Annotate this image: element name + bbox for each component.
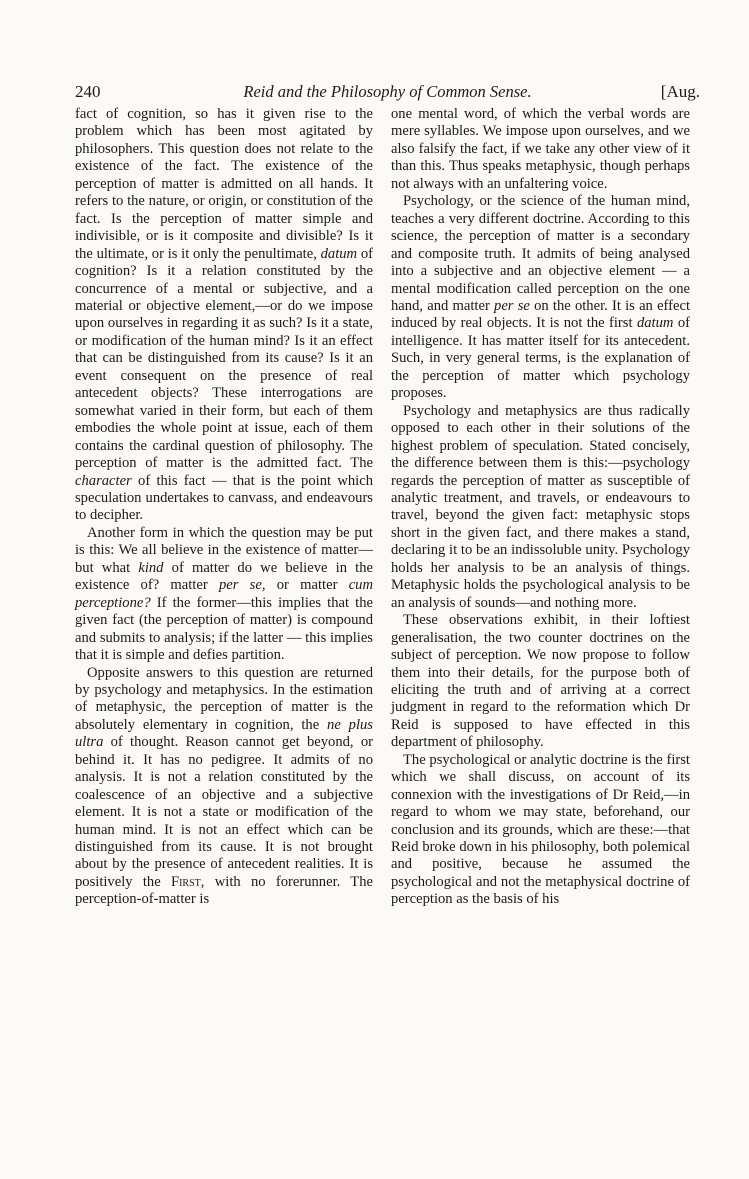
italic-text: character [75,472,132,489]
text-run: The psychological or analytic doctrine is the first which we shall discuss, on account of its connexion with the investigations of Dr Reid,—in regard to whom we may state, beforehand, our conclusion and its grounds, which are these:—that Reid broke down in his philosophy, both polemical and positive, because he assumed the psychological and not the metaphysical doctrine of perception as the basis of his [391,751,690,908]
paragraph [391,612,690,752]
text-run: Psychology, or the science of the human mind, teaches a very different doctrine. According to this science, the perception of matter is a secondary and composite truth. It admits of being analysed into a subjective and an objective element — a mental modification called perception on the one hand, and matter [391,193,690,314]
text-run: one mental word, of which the verbal words are mere syllables. We impose upon ourselves, and we also falsify the fact, if we take any other view of it than this. Thus speaks metaphysic, though perhaps not always with an unfaltering voice. [391,106,690,192]
text-run: of thought. Reason cannot get beyond, or behind it. It has no pedigree. It admits of no analysis. It is not a relation constituted by the coalescence of an objective and a subjective element. It is not a state or modification of the human mind. It is not an effect which can be distinguished from its cause. It is not brought about by the presence of antecedent realities. It is positively the [75,734,373,890]
text-run: , or matter [261,577,349,594]
text-run: , with no forerunner. The perception-of-matter is [75,873,373,908]
paragraph [391,193,690,402]
text-run: of this fact — that is the point which speculation undertakes to canvass, and endeavours to decipher. [75,472,373,524]
text-run: on the other. It is an effect induced by real objects. It is not the first [391,297,691,332]
text-run: Psychology and metaphysics are thus radically opposed to each other in their solutions of the highest problem of speculation. Stated concisely, the difference between them is this:—psychology regards the perception of matter as susceptible of analytic treatment, and travels, or endeavours to travel, beyond the given fact: metaphysic stops short in the given fact, and there makes a stand, declaring it to be an indissoluble unity. Psychology holds her analysis to be an analysis of things. Metaphysic holds the psychological analysis to be an analysis of sounds—and nothing more. [391,402,690,611]
right-column [391,106,690,909]
left-column [75,106,373,909]
italic-text: kind [138,559,164,576]
italic-text: per se [218,577,262,594]
italic-text: datum [636,315,674,332]
text-run: These observations exhibit, in their loftiest generalisation, the two counter doctrines on the subject of perception. We now propose to follow them into their details, for the purpose both of eliciting the truth and of arriving at a correct judgment in regard to the reformation which Dr Reid is supposed to have effected in this department of philosophy. [391,612,690,751]
italic-text: ne plus ultra [75,716,373,751]
paragraph [75,665,373,909]
paragraph [391,403,690,612]
text-run: Another form in which the question may be put is this: We all believe in the existence of matter—but what [75,524,373,576]
paragraph [391,106,690,193]
paragraph [391,752,690,909]
page-number: 240 [75,82,101,101]
running-title: Reid and the Philosophy of Common Sense. [243,82,532,101]
text-run: of matter do we believe in the existence of? matter [75,559,373,594]
text-run: If the former—this implies that the given fact (the perception of matter) is compound and submits to analysis; if the latter — this implies that it is simple and defies partition. [75,594,373,664]
italic-text: datum [320,245,358,262]
paragraph [75,525,373,665]
text-run: of cognition? Is it a relation constituted by the concurrence of a mental or subjective, and a material or objective element,—or do we impose upon ourselves in regarding it as such? Is it a state, or modification of the human mind? Is it an effect that can be distinguished from its cause? Is it an event consequent on the presence of real antecedent objects? These interrogations are somewhat varied in their form, but each of them embodies the whole point at issue, each of them contains the cardinal question of philosophy. The perception of matter is the admitted fact. The [75,245,373,472]
italic-text: per se [494,297,530,314]
text-run: of intelligence. It has matter itself for its antecedent. Such, in very general terms, is the explanation of the perception of matter which psychology proposes. [391,315,690,402]
text-run: Opposite answers to this question are returned by psychology and metaphysics. In the estimation of metaphysic, the perception of matter is the absolutely elementary in cognition, the [75,664,373,733]
running-date: [Aug. [660,82,700,101]
small-caps-text: First [170,873,201,890]
page-header [75,82,700,106]
paragraph [75,106,373,525]
text-run: fact of cognition, so has it given rise to the problem which has been most agitated by philosophers. This question does not relate to the existence of the fact. The existence of the perception of matter is admitted on all hands. It refers to the nature, or origin, or constitution of the fact. Is the perception of matter simple and indivisible, or is it composite and divisible? Is it the ultimate, or is it only the penultimate, [75,106,373,262]
italic-text: cum perceptione? [75,577,374,611]
